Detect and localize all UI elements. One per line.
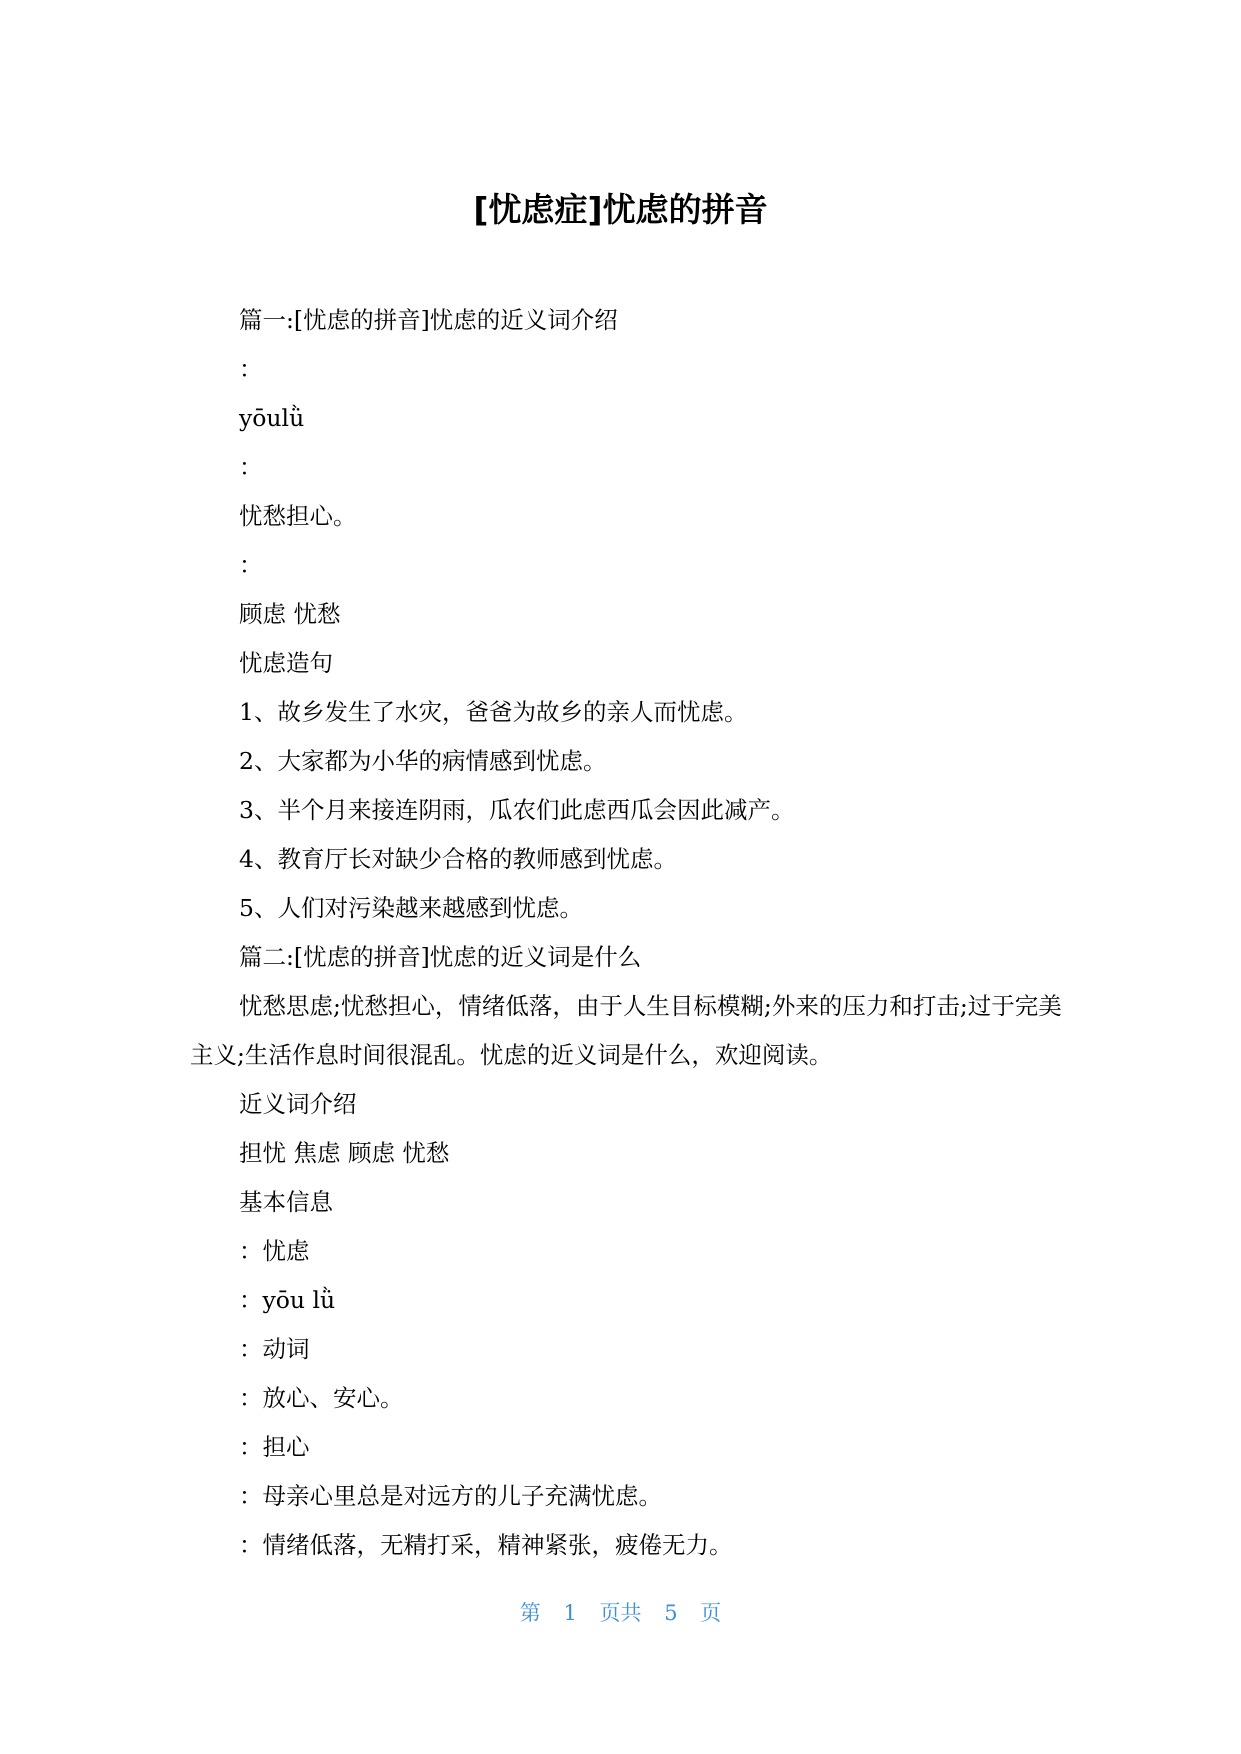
paragraph: 基本信息 [239, 1188, 333, 1216]
footer-di: 第 [519, 1601, 541, 1625]
paragraph: ：情绪低落，无精打采，精神紧张，疲倦无力。 [239, 1531, 733, 1559]
paragraph: 3、半个月来接连阴雨，瓜农们此虑西瓜会因此减产。 [239, 796, 795, 824]
paragraph: ：担心 [239, 1433, 310, 1461]
paragraph: 5、人们对污染越来越感到忧虑。 [239, 894, 583, 922]
footer-current-page: 1 [563, 1601, 577, 1625]
paragraph: ：忧虑 [239, 1237, 310, 1265]
paragraph: ： [239, 453, 263, 481]
paragraph: 顾虑 忧愁 [239, 600, 341, 628]
paragraph: ：母亲心里总是对远方的儿子充满忧虑。 [239, 1482, 662, 1510]
footer-ye: 页 [700, 1601, 722, 1625]
footer-total-pages: 5 [664, 1601, 678, 1625]
paragraph: ： [239, 551, 263, 579]
document-body [190, 296, 1065, 1570]
footer-ye-gong: 页共 [599, 1601, 642, 1625]
paragraph: yōulǜ [239, 404, 305, 432]
paragraph: 1、故乡发生了水灾，爸爸为故乡的亲人而忧虑。 [239, 698, 748, 726]
paragraph: 近义词介绍 [239, 1090, 357, 1118]
paragraph: 篇一:[忧虑的拼音]忧虑的近义词介绍 [239, 306, 618, 334]
page-footer [0, 1598, 1241, 1628]
paragraph: 2、大家都为小华的病情感到忧虑。 [239, 747, 607, 775]
paragraph: 篇二:[忧虑的拼音]忧虑的近义词是什么 [239, 943, 642, 971]
paragraph: 4、教育厅长对缺少合格的教师感到忧虑。 [239, 845, 677, 873]
document-title: [忧虑症]忧虑的拼音 [473, 190, 768, 229]
paragraph: 忧愁思虑;忧愁担心，情绪低落，由于人生目标模糊;外来的压力和打击;过于完美主义;生活作息时间很混乱。忧虑的近义词是什么，欢迎阅读。 [190, 992, 1062, 1069]
paragraph: ：yōu lǜ [239, 1286, 336, 1314]
paragraph: ：放心、安心。 [239, 1384, 404, 1412]
paragraph: 忧愁担心。 [239, 502, 357, 530]
paragraph: ：动词 [239, 1335, 310, 1363]
paragraph: 担忧 焦虑 顾虑 忧愁 [239, 1139, 450, 1167]
paragraph: ： [239, 355, 263, 383]
paragraph: 忧虑造句 [239, 649, 333, 677]
